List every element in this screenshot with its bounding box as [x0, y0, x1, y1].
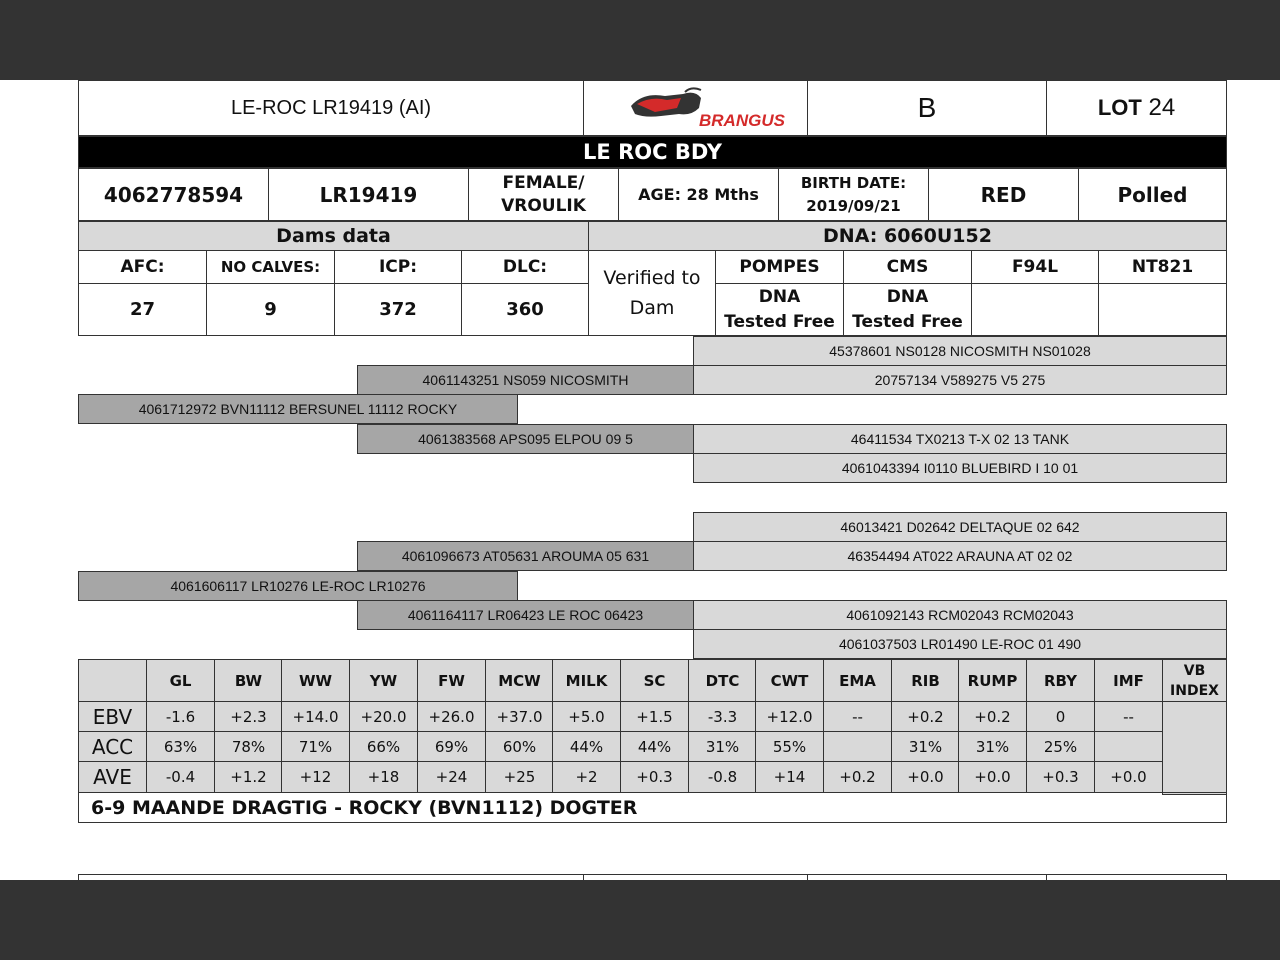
horn-cell	[1078, 168, 1227, 221]
f94l-result	[971, 283, 1099, 336]
ebv-cell-acc-gl: 63%	[146, 731, 215, 763]
pedigree-sire-dam-dam: 4061043394 I0110 BLUEBIRD I 10 01	[693, 453, 1227, 483]
lot-number: 24	[1148, 94, 1176, 121]
ebv-cell-ebv-mcw: +37.0	[485, 701, 554, 733]
ebv-cell-ave-yw: +18	[349, 761, 418, 793]
birth-date-label: BIRTH DATE:	[800, 173, 907, 192]
reg-number: 4062778594	[103, 182, 244, 207]
icp-header: ICP:	[334, 250, 462, 284]
pedigree-sire-dam-sire: 46411534 TX0213 T-X 02 13 TANK	[693, 424, 1227, 454]
ebv-cell-ebv-ema: --	[823, 701, 892, 733]
ebv-cell-acc-rump: 31%	[958, 731, 1027, 763]
ebv-cell-acc-cwt: 55%	[755, 731, 824, 763]
ebv-cell-acc-imf	[1094, 731, 1163, 763]
birth-date-cell	[778, 168, 929, 221]
pedigree-dam-sire-dam: 46354494 AT022 ARAUNA AT 02 02	[693, 541, 1227, 571]
animal-id-cell	[78, 80, 584, 136]
ebv-col-rib: RIB	[891, 659, 960, 703]
ebv-cell-ave-mcw: +25	[485, 761, 554, 793]
ebv-cell-ave-rby: +0.3	[1026, 761, 1095, 793]
ebv-cell-ebv-fw: +26.0	[417, 701, 486, 733]
vb-index-value	[1162, 701, 1227, 795]
ebv-cell-ave-ww: +12	[281, 761, 350, 793]
top-viewer-bar	[0, 0, 1280, 80]
ebv-cell-ebv-yw: +20.0	[349, 701, 418, 733]
ebv-cell-ave-rib: +0.0	[891, 761, 960, 793]
ebv-cell-ebv-dtc: -3.3	[688, 701, 757, 733]
ebv-cell-acc-ema	[823, 731, 892, 763]
pedigree-dam-dam: 4061164117 LR06423 LE ROC 06423	[357, 600, 694, 630]
herd-id: LR19419	[319, 182, 418, 207]
ebv-cell-acc-rby: 25%	[1026, 731, 1095, 763]
remark-row	[78, 792, 1227, 823]
ebv-cell-acc-yw: 66%	[349, 731, 418, 763]
birth-date: 2019/09/21	[806, 196, 901, 215]
cms-header: CMS	[843, 250, 972, 284]
dlc-header: DLC:	[461, 250, 589, 284]
age: AGE: 28 Mths	[638, 185, 759, 204]
nt821-result	[1098, 283, 1227, 336]
afc-value: 27	[78, 283, 207, 336]
ebv-col-imf: IMF	[1094, 659, 1163, 703]
ebv-cell-ebv-rby: 0	[1026, 701, 1095, 733]
ebv-col-bw: BW	[214, 659, 283, 703]
pedigree-dam-dam-sire: 4061092143 RCM02043 RCM02043	[693, 600, 1227, 630]
ebv-col-ww: WW	[281, 659, 350, 703]
ebv-cell-acc-ww: 71%	[281, 731, 350, 763]
lot-label: LOT	[1097, 95, 1142, 120]
color: RED	[980, 182, 1027, 207]
ebv-cell-ebv-gl: -1.6	[146, 701, 215, 733]
nt821-header: NT821	[1098, 250, 1227, 284]
ebv-cell-acc-bw: 78%	[214, 731, 283, 763]
ebv-cell-ave-dtc: -0.8	[688, 761, 757, 793]
ebv-col-ema: EMA	[823, 659, 892, 703]
ebv-cell-acc-sc: 44%	[620, 731, 689, 763]
ebv-cell-acc-rib: 31%	[891, 731, 960, 763]
vb-line1: VB	[1183, 663, 1206, 679]
pedigree-dam-sire: 4061096673 AT05631 AROUMA 05 631	[357, 541, 694, 571]
sex-line2: VROULIK	[501, 195, 586, 216]
ebv-col-rby: RBY	[1026, 659, 1095, 703]
no-calves-header: NO CALVES:	[206, 250, 335, 284]
dams-data-title: Dams data	[78, 221, 589, 251]
ebv-col-sc: SC	[620, 659, 689, 703]
vb-line2: INDEX	[1170, 683, 1219, 699]
icp-value: 372	[334, 283, 462, 336]
ebv-cell-acc-milk: 44%	[552, 731, 621, 763]
brangus-logo	[583, 80, 808, 136]
ebv-row-label-ave: AVE	[78, 761, 147, 793]
ebv-cell-acc-fw: 69%	[417, 731, 486, 763]
ebv-col-fw: FW	[417, 659, 486, 703]
ebv-col-yw: YW	[349, 659, 418, 703]
ebv-cell-ave-rump: +0.0	[958, 761, 1027, 793]
ebv-col-cwt: CWT	[755, 659, 824, 703]
ebv-cell-ave-milk: +2	[552, 761, 621, 793]
pedigree-sire-sire: 4061143251 NS059 NICOSMITH	[357, 365, 694, 395]
ebv-col-milk: MILK	[552, 659, 621, 703]
herd-id-cell	[268, 168, 469, 221]
animal-name: LE ROC BDY	[583, 140, 722, 164]
ebv-col-mcw: MCW	[485, 659, 554, 703]
ebv-cell-ebv-milk: +5.0	[552, 701, 621, 733]
pedigree-sire-dam: 4061383568 APS095 ELPOU 09 5	[357, 424, 694, 454]
afc-header: AFC:	[78, 250, 207, 284]
dlc-value: 360	[461, 283, 589, 336]
cms-result: DNA Tested Free	[843, 283, 972, 336]
ebv-cell-ave-bw: +1.2	[214, 761, 283, 793]
ebv-cell-ebv-bw: +2.3	[214, 701, 283, 733]
ebv-cell-ebv-ww: +14.0	[281, 701, 350, 733]
ebv-cell-ave-cwt: +14	[755, 761, 824, 793]
remark: 6-9 MAANDE DRAGTIG - ROCKY (BVN1112) DOGTER	[91, 796, 638, 819]
pedigree-dam: 4061606117 LR10276 LE-ROC LR10276	[78, 571, 518, 601]
verified-to-dam-cell: Verified to Dam	[588, 250, 716, 336]
pedigree-dam-sire-sire: 46013421 D02642 DELTAQUE 02 642	[693, 512, 1227, 542]
ebv-row-label-acc: ACC	[78, 731, 147, 763]
grade: B	[917, 92, 937, 123]
ebv-cell-ebv-sc: +1.5	[620, 701, 689, 733]
pedigree-sire-sire-dam: 20757134 V589275 V5 275	[693, 365, 1227, 395]
animal-id: LE-ROC LR19419 (AI)	[230, 96, 432, 119]
ebv-col-gl: GL	[146, 659, 215, 703]
f94l-header: F94L	[971, 250, 1099, 284]
ebv-col-dtc: DTC	[688, 659, 757, 703]
pedigree-sire-sire-sire: 45378601 NS0128 NICOSMITH NS01028	[693, 336, 1227, 366]
vb-index-header	[1162, 659, 1227, 703]
ebv-cell-ebv-imf: --	[1094, 701, 1163, 733]
reg-number-cell	[78, 168, 269, 221]
age-cell	[618, 168, 779, 221]
ebv-row-label-ebv: EBV	[78, 701, 147, 733]
ebv-cell-ave-sc: +0.3	[620, 761, 689, 793]
sex-cell	[468, 168, 619, 221]
dna-title: DNA: 6060U152	[588, 221, 1227, 251]
grade-cell	[807, 80, 1047, 136]
ebv-cell-ebv-rib: +0.2	[891, 701, 960, 733]
ebv-cell-ebv-rump: +0.2	[958, 701, 1027, 733]
pompes-result: DNA Tested Free	[715, 283, 844, 336]
horn-status: Polled	[1117, 182, 1188, 207]
ebv-col-rump: RUMP	[958, 659, 1027, 703]
pedigree-sire: 4061712972 BVN11112 BERSUNEL 11112 ROCKY	[78, 394, 518, 424]
ebv-cell-ave-fw: +24	[417, 761, 486, 793]
ebv-cell-ebv-cwt: +12.0	[755, 701, 824, 733]
ebv-cell-ave-gl: -0.4	[146, 761, 215, 793]
ebv-cell-acc-dtc: 31%	[688, 731, 757, 763]
bull-logo-icon	[621, 84, 785, 132]
logo-text: BRANGUS	[698, 111, 785, 130]
color-cell	[928, 168, 1079, 221]
ebv-cell-ave-ema: +0.2	[823, 761, 892, 793]
pedigree-dam-dam-dam: 4061037503 LR01490 LE-ROC 01 490	[693, 629, 1227, 659]
animal-name-bar	[78, 136, 1227, 168]
pompes-header: POMPES	[715, 250, 844, 284]
no-calves-value: 9	[206, 283, 335, 336]
lot-cell	[1046, 80, 1227, 136]
ebv-header-corner	[78, 659, 147, 703]
bottom-viewer-bar	[0, 880, 1280, 960]
sex-line1: FEMALE/	[502, 172, 585, 193]
ebv-cell-ave-imf: +0.0	[1094, 761, 1163, 793]
ebv-cell-acc-mcw: 60%	[485, 731, 554, 763]
